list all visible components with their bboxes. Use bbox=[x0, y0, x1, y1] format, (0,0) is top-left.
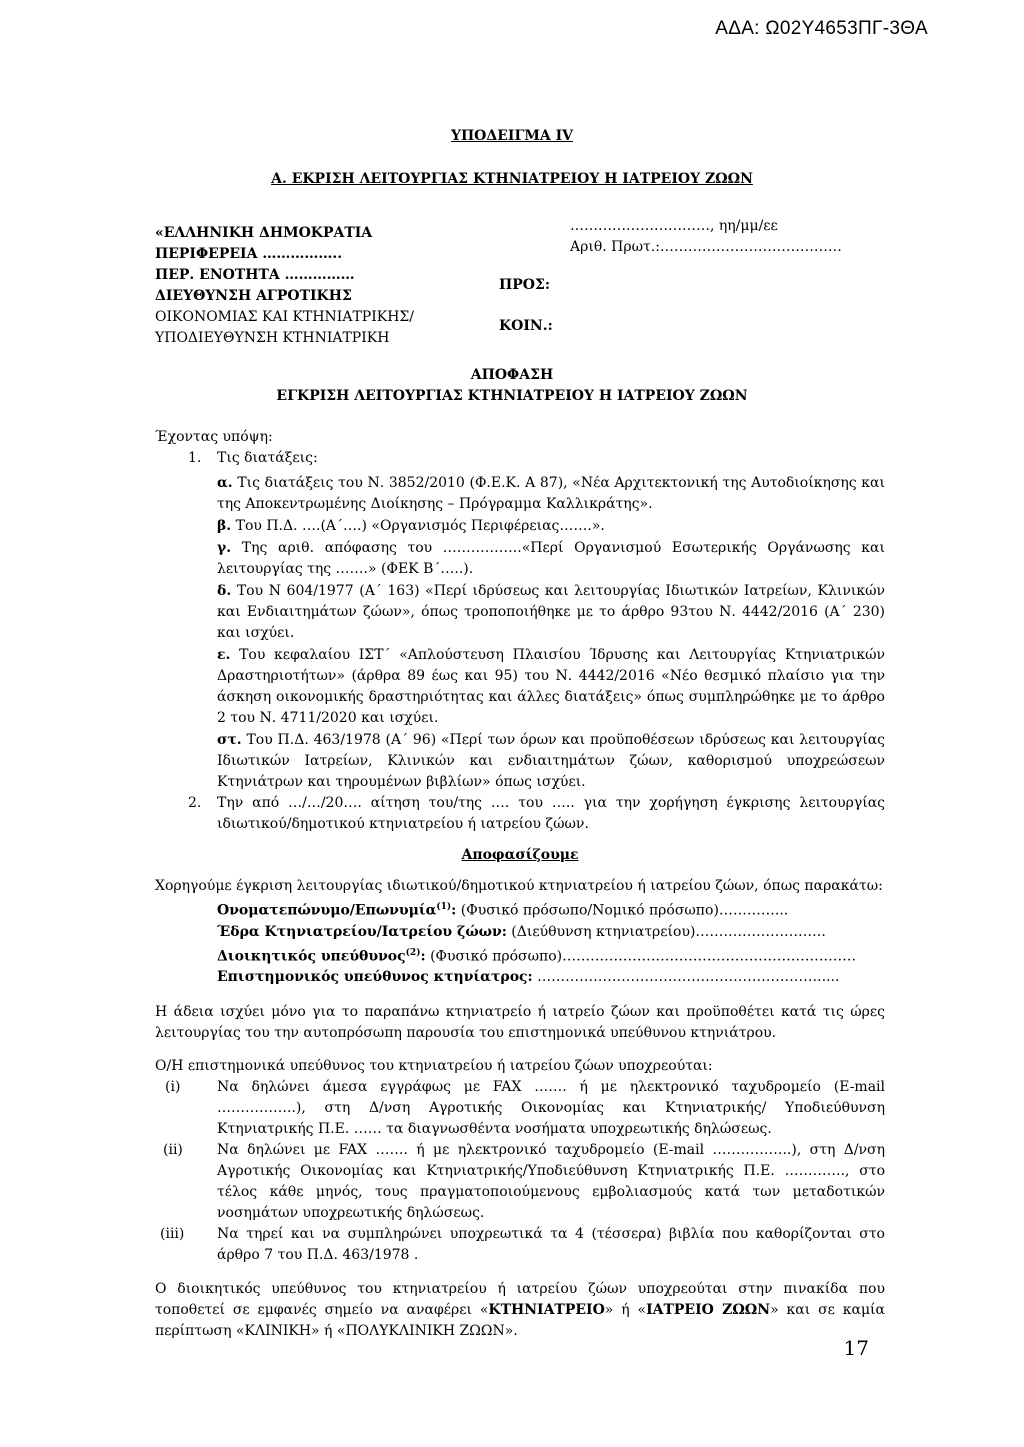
fields-list bbox=[217, 897, 885, 988]
obligation-item bbox=[155, 1140, 885, 1224]
sender-line: ΠΕΡΙΦΕΡΕΙΑ …………….. bbox=[155, 246, 343, 262]
sub-item-label: στ. bbox=[217, 732, 242, 748]
sign-text: » και σε καμία περίπτωση «ΚΛΙΝΙΚΗ» ή «ΠΟΛΥΚΛΙΝΙΚΗ ΖΩΩΝ». bbox=[155, 1302, 886, 1340]
field-label: Ονοματεπώνυμο/Επωνυμία bbox=[217, 902, 437, 919]
field-row bbox=[217, 897, 885, 922]
obligation-number: (ii) bbox=[163, 1142, 183, 1159]
list-item bbox=[155, 793, 885, 835]
sender-line: ΠΕΡ. ΕΝΟΤΗΤΑ …………… bbox=[155, 267, 355, 283]
field-row bbox=[217, 943, 885, 968]
sub-item-st bbox=[217, 730, 885, 793]
field-value: (Φυσικό πρόσωπο/Νομικό πρόσωπο)…………... bbox=[456, 902, 789, 919]
sub-item-text: Του Π.Δ. 463/1978 (Α΄ 96) «Περί των όρων και προϋποθέσεων ιδρύσεως και λειτουργίας Ιδιωτικών Ιατρείων, Κλινικών και ενδιαιτημάτων ζώων, καθορισμού υποχρεώσεων Κτηνιάτρων και τηρουμένων βιβλίων» όπως ισχύει. bbox=[217, 732, 885, 790]
item-text: Τις διατάξεις: bbox=[217, 450, 318, 466]
obligation-text: Να δηλώνει με FAX ……. ή με ηλεκτρονικό ταχυδρομείο (E-mail ……………..), στη Δ/νση Αγροτικής Οικονομίας και Κτηνιατρικής/Υποδιεύθυνση Κτηνιατρικής Π.Ε. …………., στο τέλος κάθε μηνός, τους πραγματοποιούμενους εμβολιασμούς κατά των μεταδοτικών νοσημάτων υποχρεωτικής δηλώσεως. bbox=[217, 1142, 885, 1222]
sign-text: Ο διοικητικός υπεύθυνος του κτηνιατρείου ή ιατρείου ζώων υποχρεούται στην πινακίδα που τοποθετεί σε εμφανές σημείο να αναφέρει « bbox=[155, 1281, 885, 1319]
sub-item-text: Του Π.Δ. ….(Α΄….) «Οργανισμός Περιφέρειας…….». bbox=[235, 518, 605, 534]
sub-item-b bbox=[217, 516, 885, 537]
item-text: Την από …/…/20…. αίτηση του/της …. του ….. για την χορήγηση έγκρισης λειτουργίας ιδιωτικού/δημοτικού κτηνιατρείου ή ιατρείου ζώων. bbox=[217, 795, 885, 832]
grant-paragraph: Χορηγούμε έγκριση λειτουργίας ιδιωτικού/δημοτικού κτηνιατρείου ή ιατρείου ζώων, όπως παρακάτω: bbox=[155, 878, 883, 894]
sub-item-label: β. bbox=[217, 518, 232, 534]
obligations-intro: Ο/Η επιστημονικά υπεύθυνος του κτηνιατρείου ή ιατρείου ζώων υποχρεούται: bbox=[155, 1058, 713, 1075]
field-label: Διοικητικός υπεύθυνος bbox=[217, 948, 406, 965]
sender-line: ΟΙΚΟΝΟΜΙΑΣ ΚΑΙ ΚΤΗΝΙΑΤΡΙΚΗΣ/ bbox=[155, 309, 415, 325]
sign-paragraph bbox=[155, 1279, 885, 1342]
sender-line: ΔΙΕΥΘΥΝΣΗ ΑΓΡΟΤΙΚΗΣ bbox=[155, 288, 352, 304]
field-value: ……………………………………………………..... bbox=[532, 969, 840, 986]
sender-line: ΥΠΟΔΙΕΥΘΥΝΣΗ ΚΤΗΝΙΑΤΡΙΚΗ bbox=[155, 330, 390, 346]
sub-item-label: ε. bbox=[217, 647, 231, 663]
sign-keyword: ΙΑΤΡΕΙΟ ΖΩΩΝ bbox=[646, 1302, 771, 1319]
considering-label: Έχοντας υπόψη: bbox=[155, 429, 273, 445]
field-value: (Διεύθυνση κτηνιατρείου)………………………. bbox=[506, 923, 826, 940]
footnote-mark: (1) bbox=[436, 902, 452, 912]
sender-line: «ΕΛΛΗΝΙΚΗ ΔΗΜΟΚΡΑΤΙΑ bbox=[155, 225, 373, 241]
cc-label: ΚΟΙΝ.: bbox=[499, 318, 553, 334]
document-body bbox=[155, 427, 885, 1342]
obligation-item bbox=[155, 1077, 885, 1140]
date-line: …………………………, ηη/μμ/εε bbox=[570, 218, 778, 234]
field-colon: : bbox=[420, 948, 426, 965]
sub-item-label: γ. bbox=[217, 540, 232, 556]
sub-item-text: Τις διατάξεις του Ν. 3852/2010 (Φ.Ε.Κ. Α 87), «Νέα Αρχιτεκτονική της Αυτοδιοίκησης και της Αποκεντρωμένης Διοίκησης – Πρόγραμμα Καλλικράτης». bbox=[217, 475, 885, 512]
recipient-label: ΠΡΟΣ: bbox=[499, 277, 551, 293]
sign-text: » ή « bbox=[604, 1302, 647, 1319]
sub-item-text: Του κεφαλαίου ΙΣΤ΄ «Απλούστευση Πλαισίου Ίδρυσης και Λειτουργίας Κτηνιατρικών Δραστηριοτήτων» (άρθρα 89 έως και 95) του Ν. 4442/2016 «Νέο θεσμικό πλαίσιο για την άσκηση οικονομικής δραστηριότητας και άλλες διατάξεις» όπως συμπληρώθηκε με το άρθρο 2 του Ν. 4711/2020 και ισχύει. bbox=[217, 647, 886, 726]
sender-block bbox=[155, 223, 485, 349]
item-number: 1. bbox=[188, 450, 202, 466]
field-row bbox=[217, 922, 885, 943]
document-heading: ΥΠΟΔΕΙΓΜΑ IV bbox=[450, 128, 574, 144]
decision-subtitle: ΕΓΚΡΙΣΗ ΛΕΙΤΟΥΡΓΙΑΣ ΚΤΗΝΙΑΤΡΕΙΟΥ Η ΙΑΤΡΕΙΟΥ ΖΩΩΝ bbox=[276, 388, 748, 404]
item-number: 2. bbox=[188, 795, 202, 811]
sub-item-label: α. bbox=[217, 475, 233, 491]
document-subheading: Α. ΕΚΡΙΣΗ ΛΕΙΤΟΥΡΓΙΑΣ ΚΤΗΝΙΑΤΡΕΙΟΥ Η ΙΑΤΡΕΙΟΥ ΖΩΩΝ bbox=[271, 171, 753, 187]
field-colon: : bbox=[451, 902, 457, 919]
protocol-line: Αριθ. Πρωτ.:………………………………… bbox=[570, 239, 842, 255]
field-value: (Φυσικό πρόσωπο)……………………………………………………… bbox=[425, 948, 857, 965]
field-row bbox=[217, 967, 885, 988]
date-protocol-block bbox=[570, 216, 842, 258]
obligation-number: (i) bbox=[165, 1079, 181, 1096]
sub-item-e bbox=[217, 645, 885, 729]
field-label: Επιστημονικός υπεύθυνος κτηνίατρος: bbox=[217, 969, 533, 986]
sub-item-a bbox=[217, 473, 885, 515]
decision-title: ΑΠΟΦΑΣΗ bbox=[470, 367, 554, 383]
sub-item-text: Του Ν 604/1977 (Α΄ 163) «Περί ιδρύσεως και λειτουργίας Ιδιωτικών Ιατρείων, Κλινικών και Ενδιαιτημάτων ζώων», όπως τροποποιήθηκε με το άρθρο 93του Ν. 4442/2016 (Α΄ 230) και ισχύει. bbox=[217, 583, 885, 641]
sub-item-c bbox=[217, 538, 885, 580]
validity-paragraph: Η άδεια ισχύει μόνο για το παραπάνω κτηνιατρείο ή ιατρείο ζώων και προϋποθέτει κατά τις ώρες λειτουργίας του την αυτοπρόσωπη παρουσία του επιστημονικά υπεύθυνου κτηνιάτρου. bbox=[155, 1004, 885, 1042]
sub-item-d bbox=[217, 581, 885, 644]
field-label: Έδρα Κτηνιατρείου/Ιατρείου ζώων: bbox=[217, 923, 507, 940]
obligation-item bbox=[155, 1224, 885, 1266]
page-number: 17 bbox=[843, 1336, 869, 1360]
sub-item-label: δ. bbox=[217, 583, 232, 599]
sign-keyword: ΚΤΗΝΙΑΤΡΕΙΟ bbox=[488, 1302, 605, 1319]
obligation-text: Να δηλώνει άμεσα εγγράφως με FAX ……. ή με ηλεκτρονικό ταχυδρομείο (E-mail ……………..), στη Δ/νση Αγροτικής Οικονομίας και Κτηνιατρικής/ Υποδιεύθυνση Κτηνιατρικής Π.Ε. …… τα διαγνωσθέντα νοσήματα υποχρεωτικής δηλώσεως. bbox=[217, 1079, 885, 1138]
list-item bbox=[155, 448, 885, 469]
sub-item-text: Της αριθ. απόφασης του ……………..«Περί Οργανισμού Εσωτερικής Οργάνωσης και λειτουργίας της …….» (ΦΕΚ Β΄…..). bbox=[217, 540, 885, 577]
ada-code: ΑΔΑ: Ω02Υ4653ΠΓ-3ΘΑ bbox=[715, 18, 928, 39]
decide-title: Αποφασίζουμε bbox=[461, 847, 579, 863]
obligation-number: (iii) bbox=[160, 1226, 185, 1243]
footnote-mark: (2) bbox=[405, 947, 421, 958]
obligation-text: Να τηρεί και να συμπληρώνει υποχρεωτικά τα 4 (τέσσερα) βιβλία που καθορίζονται στο άρθρο 7 του Π.Δ. 463/1978 . bbox=[217, 1226, 885, 1264]
